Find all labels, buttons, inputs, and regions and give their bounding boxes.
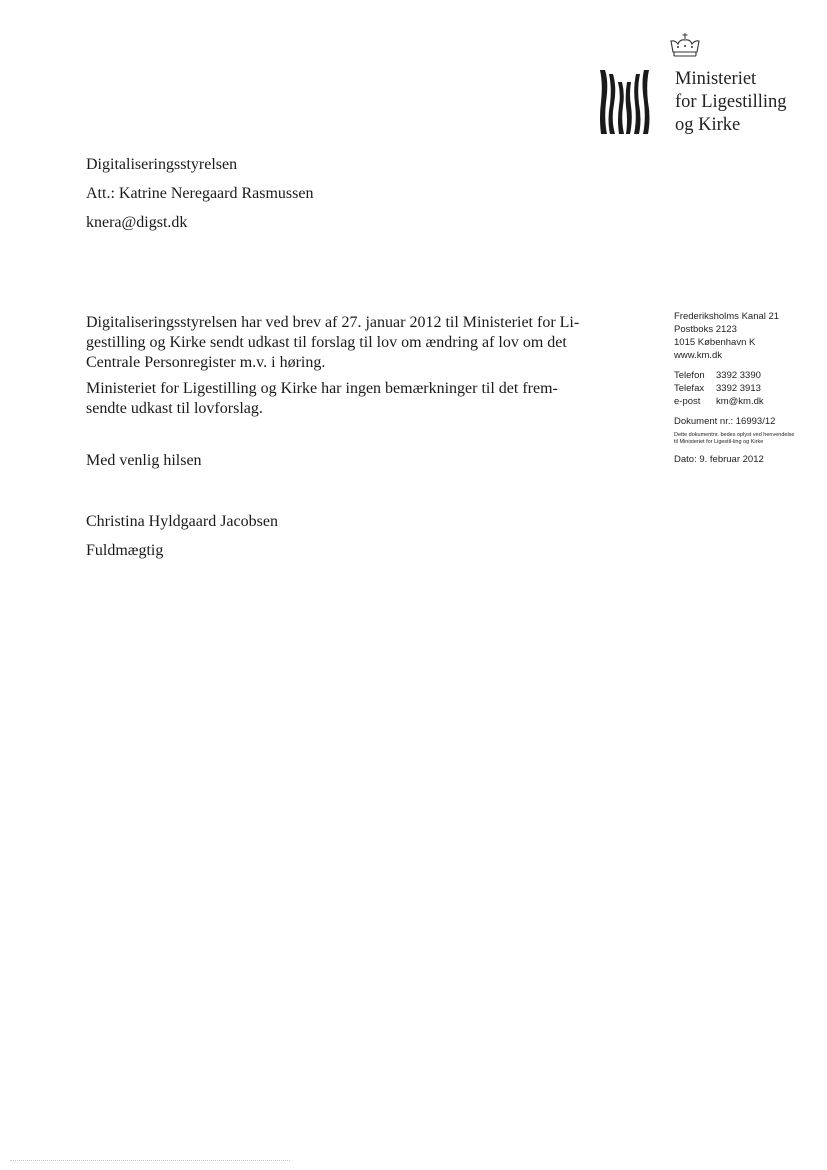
signer-title: Fuldmægtig	[86, 542, 164, 559]
ministry-name-line-3: og Kirke	[675, 115, 741, 135]
email-link[interactable]: km@km.dk	[716, 396, 764, 407]
address-line-2: Postboks 2123	[674, 324, 737, 335]
recipient-organization: Digitaliseringsstyrelsen	[86, 156, 238, 173]
body-paragraph-1-line-2: gestilling og Kirke sendt udkast til forslag til lov om ændring af lov om det	[86, 334, 567, 351]
recipient-attention: Att.: Katrine Neregaard Rasmussen	[86, 185, 314, 202]
body-paragraph-1-line-1: Digitaliseringsstyrelsen har ved brev af 27. januar 2012 til Ministeriet for Li-	[86, 314, 580, 331]
letter-body	[86, 313, 606, 419]
letter-date: Dato: 9. februar 2012	[674, 454, 764, 465]
fax-value: 3392 3913	[716, 383, 761, 394]
contact-sidebar	[674, 310, 819, 466]
ministry-name-line-2: for Ligestilling	[675, 92, 787, 112]
email-label: e-post	[674, 396, 701, 407]
body-paragraph-2-line-1: Ministeriet for Ligestilling og Kirke har ingen bemærkninger til det frem-	[86, 380, 558, 397]
email-row	[674, 395, 819, 408]
phone-row	[674, 369, 819, 382]
ministry-name-line-1: Ministeriet	[675, 69, 757, 89]
website-link[interactable]: www.km.dk	[674, 350, 723, 361]
fax-label: Telefax	[674, 383, 705, 394]
crown-icon	[669, 32, 701, 58]
phone-label: Telefon	[674, 370, 705, 381]
body-paragraph-1-line-3: Centrale Personregister m.v. i høring.	[86, 354, 326, 371]
fax-row	[674, 382, 819, 395]
ministry-logo-icon	[598, 68, 652, 136]
signature-block	[86, 507, 278, 565]
footer-divider	[10, 1160, 290, 1161]
body-paragraph-1	[86, 313, 606, 373]
address-line-1: Frederiksholms Kanal 21	[674, 311, 780, 322]
address-line-3: 1015 København K	[674, 337, 756, 348]
body-paragraph-2	[86, 379, 606, 419]
ministry-name	[675, 68, 787, 137]
phone-value: 3392 3390	[716, 370, 761, 381]
greeting: Med venlig hilsen	[86, 452, 202, 469]
recipient-email: knera@digst.dk	[86, 214, 188, 231]
document-number: Dokument nr.: 16993/12	[674, 416, 776, 427]
document-note: Dette dokumentnr. bedes oplyst ved henvendelse til Ministeriet for Ligestil-ling og Kirke	[674, 432, 795, 445]
recipient-block	[86, 150, 313, 237]
body-paragraph-2-line-2: sendte udkast til lovforslag.	[86, 400, 263, 417]
signer-name: Christina Hyldgaard Jacobsen	[86, 513, 278, 530]
